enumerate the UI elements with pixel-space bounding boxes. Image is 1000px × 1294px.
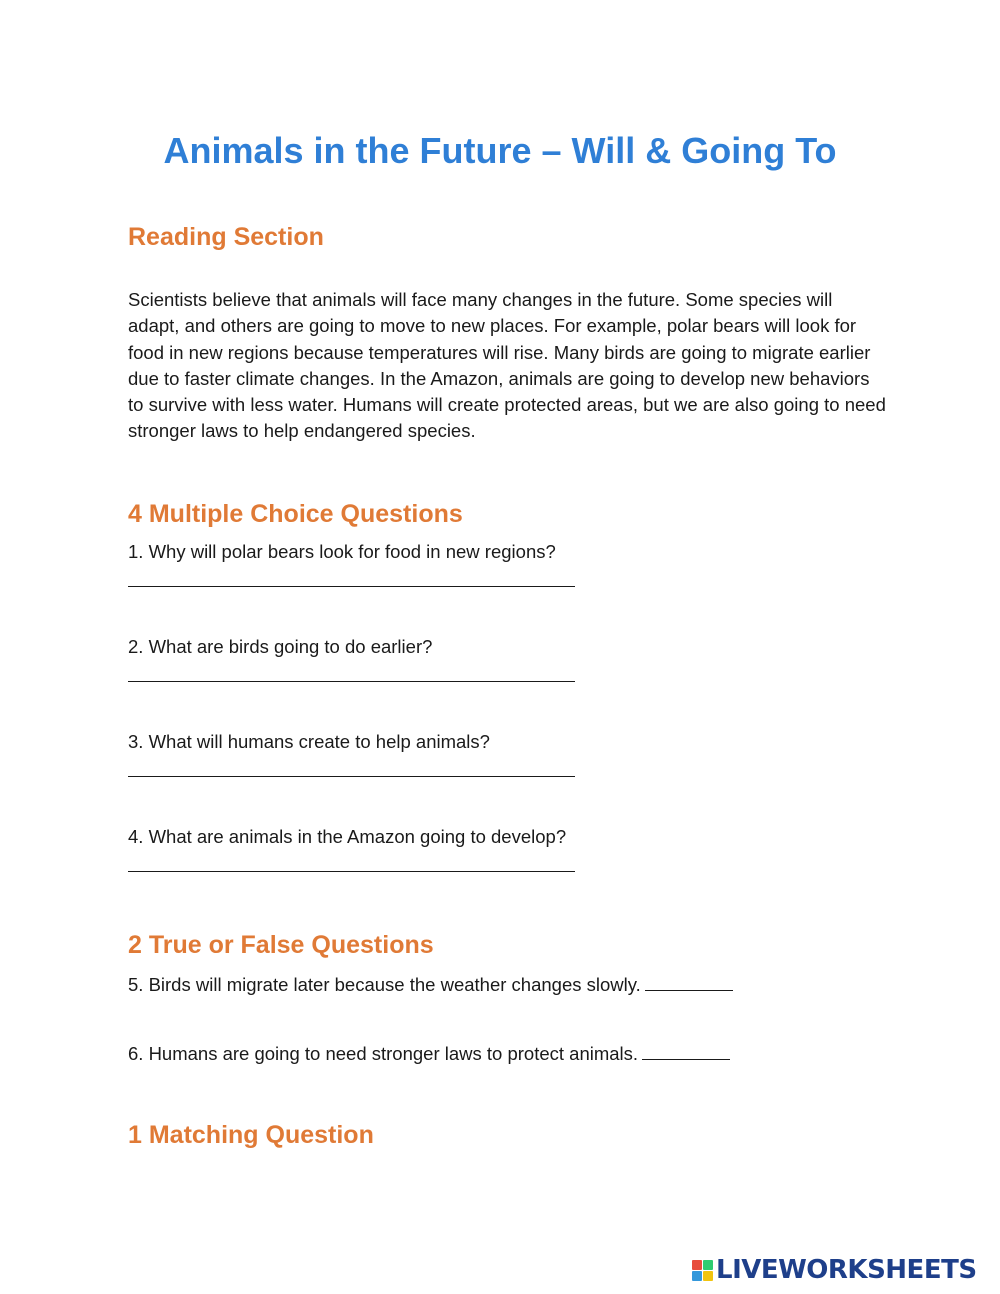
matching-heading: 1 Matching Question (128, 1121, 374, 1149)
answer-blank-6[interactable] (642, 1041, 730, 1060)
multiple-choice-heading: 4 Multiple Choice Questions (128, 500, 463, 528)
reading-section-heading: Reading Section (128, 223, 324, 251)
question-2: 2. What are birds going to do earlier? (128, 636, 433, 657)
question-6 (128, 1041, 730, 1066)
answer-line-3[interactable] (128, 776, 575, 777)
liveworksheets-logo (692, 1254, 977, 1286)
question-1: 1. Why will polar bears look for food in new regions? (128, 541, 556, 562)
logo-square-icon (692, 1271, 702, 1281)
question-4: 4. What are animals in the Amazon going to develop? (128, 826, 567, 847)
page-title: Animals in the Future – Will & Going To (163, 130, 837, 171)
question-5 (128, 972, 733, 997)
question-6-text: 6. Humans are going to need stronger laws to protect animals. (128, 1043, 639, 1064)
logo-square-icon (692, 1260, 702, 1270)
question-3: 3. What will humans create to help animals? (128, 731, 490, 752)
answer-blank-5[interactable] (645, 972, 733, 991)
answer-line-1[interactable] (128, 586, 575, 587)
true-false-heading: 2 True or False Questions (128, 931, 434, 959)
logo-square-icon (703, 1260, 713, 1270)
question-5-text: 5. Birds will migrate later because the weather changes slowly. (128, 974, 641, 995)
logo-text: LIVEWORKSHEETS (716, 1255, 977, 1285)
logo-mark-icon (692, 1260, 713, 1281)
answer-line-4[interactable] (128, 871, 575, 872)
reading-passage: Scientists believe that animals will face many changes in the future. Some species will adapt, and others are going to move to new places. For example, polar bears will look for food in new regions because temperatures will rise. Many birds are going to migrate earlier due to faster climate changes. In the Amazon, animals are going to develop new behaviors to survive with less water. Humans will create protected areas, but we are also going to need stronger laws to help endangered species. (128, 289, 886, 442)
answer-line-2[interactable] (128, 681, 575, 682)
logo-square-icon (703, 1271, 713, 1281)
